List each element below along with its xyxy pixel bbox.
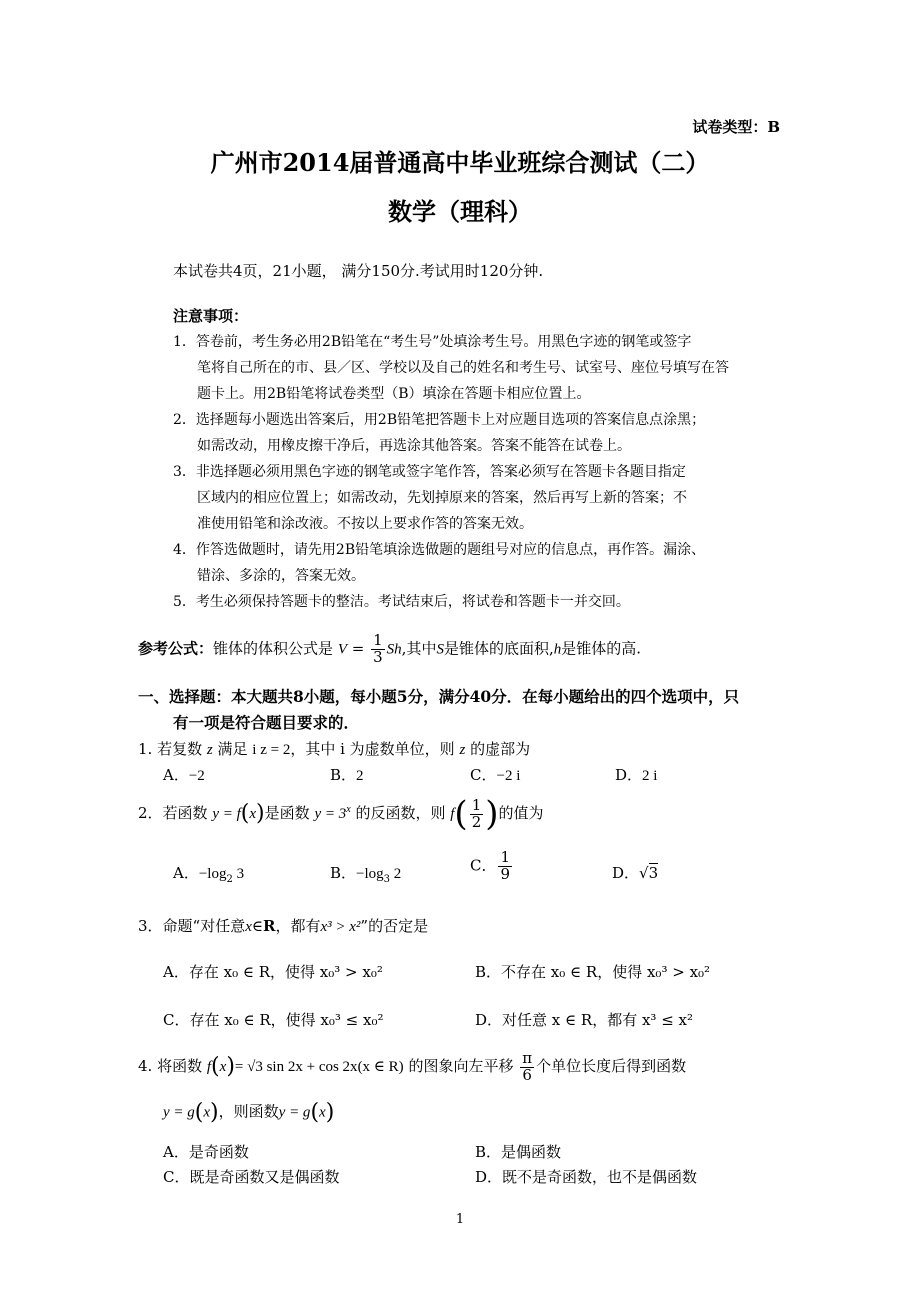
option-label: C．	[163, 1011, 190, 1029]
q3-option-d	[475, 1009, 693, 1030]
q2-fraction	[470, 795, 484, 831]
q4-var: x	[203, 1104, 211, 1121]
note-item: 2．选择题每小题选出答案后，用2B铅笔把答题卡上对应题目选项的答案信息点涂黑；	[173, 412, 706, 428]
q4-text: 个单位长度后得到函数	[536, 1057, 687, 1075]
q4-function: f	[206, 1059, 212, 1075]
reference-formula	[138, 633, 641, 666]
q3-text: ”的否定是	[360, 917, 429, 935]
q4-text: 的图象向左平移	[408, 1057, 514, 1075]
q2-text: 的反函数，则	[355, 804, 446, 822]
q1-text: 满足	[217, 740, 248, 758]
q4-option-d	[475, 1166, 697, 1187]
option-text: 既不是奇函数，也不是偶函数	[502, 1168, 698, 1186]
q2-option-d	[612, 862, 658, 883]
q2-exp-base: y = 3	[314, 806, 347, 822]
note-item: 5．考生必须保持答题卡的整洁。考试结束后，将试卷和答题卡一并交回。	[173, 594, 630, 610]
q3-var: x	[245, 919, 252, 935]
page-number: 1	[455, 1212, 465, 1227]
q4-option-a	[163, 1141, 249, 1162]
section-heading: 一、选择题：本大题共8小题，每小题5分，满分40分．在每小题给出的四个选项中，只	[138, 687, 740, 706]
q1-var: z	[459, 742, 466, 758]
option-fraction	[498, 850, 512, 883]
option-sub: 2	[226, 874, 233, 885]
q3-option-a	[163, 961, 383, 982]
option-text: 是奇函数	[188, 1143, 249, 1161]
q2-text: 是函数	[264, 804, 310, 822]
q3-in: ∈	[251, 917, 263, 935]
sqrt-symbol: √	[639, 864, 649, 882]
option-label: D．	[475, 1011, 503, 1029]
q1-text: ，其中 i 为虚数单位，则	[290, 740, 455, 758]
q4-var: x	[219, 1059, 227, 1075]
q1-text: 的虚部为	[470, 740, 531, 758]
option-value: −2	[188, 768, 205, 784]
option-text: 存在 x₀ ∈ R，使得 x₀³ ≤ x₀²	[189, 1011, 384, 1029]
q4-num: π	[522, 1048, 533, 1067]
option-sub: 3	[383, 874, 391, 885]
q1-equation: i z = 2	[252, 742, 291, 758]
q2-num: 1	[471, 795, 482, 814]
q1-option-c	[470, 764, 520, 785]
option-text: 不存在 x₀ ∈ R，使得 x₀³ > x₀²	[501, 963, 711, 981]
exam-title: 广州市2014届普通高中毕业班综合测试（二）	[210, 148, 710, 177]
q2-option-b	[330, 862, 401, 885]
option-value: −log	[356, 866, 384, 882]
q1-option-a	[163, 764, 205, 785]
note-item: 4．作答选做题时，请先用2B铅笔填涂选做题的题组号对应的信息点，再作答。漏涂、	[173, 542, 706, 558]
note-item: 准使用铅笔和涂改液。不按以上要求作答的答案无效。	[197, 516, 533, 532]
option-label: B．	[330, 766, 357, 784]
q3-option-c	[163, 1009, 384, 1030]
q3-text: ，都有	[275, 917, 321, 935]
option-text: 是偶函数	[501, 1143, 562, 1161]
option-label: B．	[330, 864, 357, 882]
paper-type: 试卷类型：B	[692, 118, 780, 136]
q2-var: x	[249, 806, 257, 822]
q4-option-c	[163, 1166, 340, 1187]
option-label: C．	[163, 1168, 190, 1186]
option-value: −log	[198, 866, 227, 882]
q1-option-b	[330, 764, 364, 785]
q1-option-d	[615, 764, 657, 785]
option-label: B．	[475, 1143, 502, 1161]
note-item: 区域内的相应位置上；如需改动，先划掉原来的答案，然后再写上新的答案；不	[197, 490, 687, 506]
note-item: 3．非选择题必须用黑色字迹的钢笔或签字笔作答，答案必须写在答题卡各题目指定	[173, 464, 686, 480]
formula-mid2: 是锥体的底面积,	[443, 639, 554, 658]
q3-set: R	[263, 917, 276, 935]
option-label: A．	[173, 864, 199, 882]
question-4: 4. 将函数 f(x)= √3 sin 2x + cos 2x(x ∈ R) 的图象向左平移 $\frac{\pi}{6}$ 个单位长度后得到函数	[138, 1048, 687, 1084]
note-item: 1．答卷前，考生务必用2B铅笔在“考生号”处填涂考生号。用黑色字迹的钢笔或签字	[173, 334, 692, 350]
option-label: B．	[475, 963, 502, 981]
q2-text: 2．若函数	[138, 804, 208, 822]
option-value: 2	[356, 768, 364, 784]
q2-option-a	[173, 862, 244, 885]
option-label: A．	[163, 766, 189, 784]
formula-v: V	[337, 641, 347, 658]
note-item: 错涂、多涂的，答案无效。	[197, 568, 365, 584]
option-label: A．	[163, 963, 189, 981]
q3-inequality: x³ > x²	[320, 919, 361, 935]
q4-domain: (x ∈ R)	[357, 1059, 404, 1075]
q2-text: 的值为	[498, 804, 544, 822]
formula-sh: Sh	[386, 641, 402, 658]
formula-h: h	[553, 641, 562, 658]
option-value: 3	[648, 864, 659, 882]
exam-subtitle: 数学（理科）	[388, 197, 532, 226]
q1-text: 1. 若复数	[138, 740, 203, 758]
q1-var: z	[206, 742, 213, 758]
q4-option-b	[475, 1141, 561, 1162]
formula-eq: =	[351, 639, 365, 658]
formula-fraction	[371, 633, 385, 666]
formula-s: S	[436, 641, 444, 658]
formula-mid1: ,其中	[401, 639, 437, 658]
option-value: 2 i	[642, 768, 658, 784]
q4-var: x	[319, 1104, 326, 1121]
question-4-cont: y = g(x)，则函数y = g(x)	[163, 1100, 335, 1125]
option-text: 存在 x₀ ∈ R，使得 x₀³ > x₀²	[188, 963, 383, 981]
q4-g: y = g	[278, 1104, 311, 1121]
q4-expression: = √3 sin 2x + cos 2x	[234, 1059, 358, 1075]
q2-f: f	[450, 806, 455, 822]
option-label: C．	[470, 766, 497, 784]
q3-text: 3．命题“对任意	[138, 917, 246, 935]
formula-pre: 锥体的体积公式是	[213, 639, 334, 658]
q2-option-c	[470, 850, 514, 883]
option-label: C．	[470, 856, 497, 875]
note-item: 题卡上。用2B铅笔将试卷类型（B）填涂在答题卡相应位置上。	[197, 386, 591, 402]
option-den: 9	[500, 864, 511, 883]
q4-fraction	[520, 1048, 534, 1084]
option-text: 既是奇函数又是偶函数	[189, 1168, 340, 1186]
formula-label: 参考公式：	[138, 639, 214, 658]
option-value: −2 i	[496, 768, 521, 784]
q4-den: 6	[522, 1065, 532, 1084]
option-label: D．	[615, 766, 643, 784]
q4-g: y = g	[163, 1104, 195, 1121]
option-label: D．	[475, 1168, 503, 1186]
formula-den: 3	[373, 647, 383, 666]
option-value: 2	[390, 866, 402, 882]
option-num: 1	[500, 848, 511, 866]
note-item: 如需改动，用橡皮擦干净后，再选涂其他答案。答案不能答在试卷上。	[197, 438, 631, 454]
q2-den: 2	[471, 812, 482, 831]
exam-intro: 本试卷共4页，21小题， 满分150分.考试用时120分钟.	[173, 262, 544, 280]
question-3	[138, 915, 428, 936]
note-item: 笔将自己所在的市、县／区、学校以及自己的姓名和考生号、试室号、座位号填写在答	[197, 360, 729, 376]
question-1	[138, 738, 530, 759]
q2-function: y = f	[212, 806, 241, 822]
option-value: 3	[232, 866, 245, 882]
option-text: 对任意 x ∈ R，都有 x³ ≤ x²	[502, 1011, 694, 1029]
question-2: 2．若函数 y = f(x)是函数 $y = 3^x$ 的反函数，则 f( $\frac{1}{2}$ )的值为	[138, 794, 544, 834]
notes-heading: 注意事项：	[173, 307, 249, 325]
formula-post: 是锥体的高.	[561, 639, 642, 658]
option-label: D．	[612, 864, 640, 882]
q4-text: ，则函数	[218, 1102, 279, 1121]
q3-option-b	[475, 961, 710, 982]
formula-num: 1	[373, 631, 383, 649]
section-heading-cont: 有一项是符合题目要求的．	[173, 713, 360, 732]
q4-text: 4. 将函数	[138, 1057, 203, 1075]
option-label: A．	[163, 1143, 189, 1161]
q2-exp: x	[346, 804, 351, 815]
